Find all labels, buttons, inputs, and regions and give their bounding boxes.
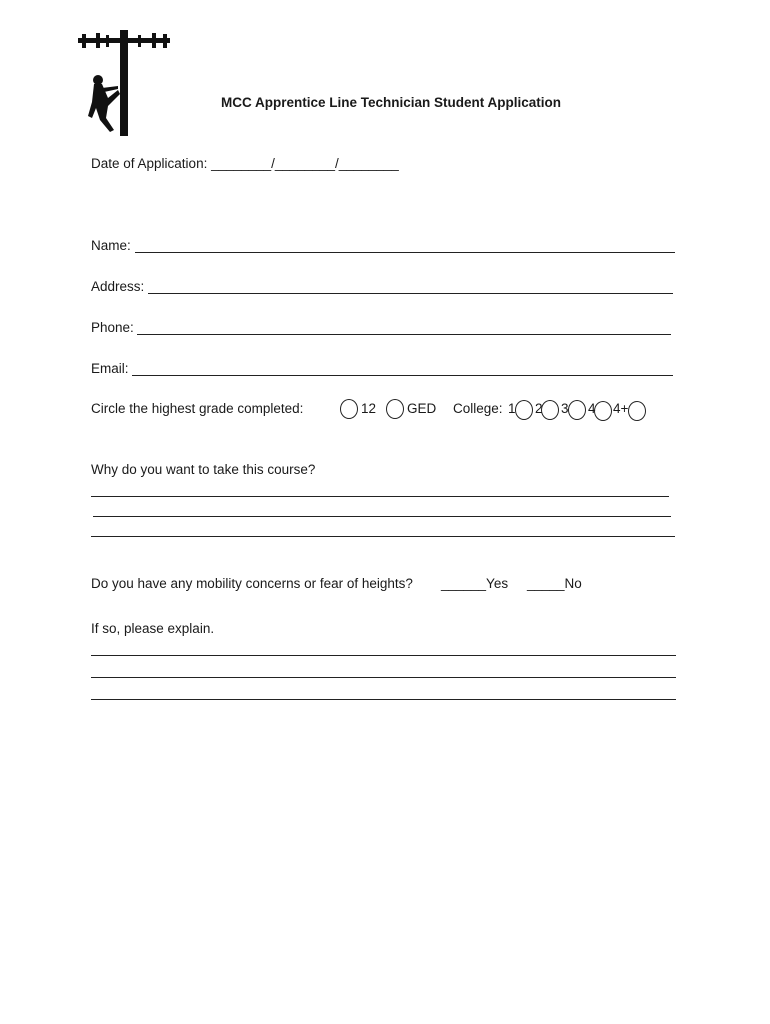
explain-line-3[interactable] [91,699,676,700]
name-field[interactable] [135,252,675,253]
why-answer-line-1[interactable] [91,496,669,497]
explain-line-1[interactable] [91,655,676,656]
date-of-application[interactable]: Date of Application: ________/________/________ [91,156,399,171]
phone-label: Phone: [91,320,134,335]
name-label: Name: [91,238,131,253]
grade-12-circle[interactable] [340,399,358,419]
mobility-question: Do you have any mobility concerns or fear of heights? [91,576,413,591]
grade-12-label: 12 [361,401,377,416]
mobility-no-option[interactable]: _____No [527,576,582,591]
address-field[interactable] [148,293,673,294]
college-option-2-label: 2 [535,401,543,416]
college-option-4plus-circle[interactable] [628,401,646,421]
college-option-4-circle[interactable] [594,401,612,421]
address-label: Address: [91,279,145,294]
phone-field[interactable] [137,334,671,335]
why-answer-line-3[interactable] [91,536,675,537]
college-option-4-label: 4 [588,401,596,416]
why-question: Why do you want to take this course? [91,462,316,477]
grade-ged-circle[interactable] [386,399,404,419]
lineman-on-utility-pole-icon [76,28,172,138]
college-option-4plus-label: 4+ [613,401,629,416]
college-option-3-circle[interactable] [568,400,586,420]
why-answer-line-2[interactable] [93,516,671,517]
explain-prompt: If so, please explain. [91,621,215,636]
grade-ged-label: GED [407,401,437,416]
grade-prompt: Circle the highest grade completed: [91,401,304,416]
college-option-1-label: 1 [508,401,516,416]
college-label: College: [453,401,503,416]
explain-line-2[interactable] [91,677,676,678]
college-option-1-circle[interactable] [515,400,533,420]
page-title: MCC Apprentice Line Technician Student Application [221,95,562,110]
mobility-yes-option[interactable]: ______Yes [441,576,509,591]
college-option-3-label: 3 [561,401,569,416]
college-option-2-circle[interactable] [541,400,559,420]
email-label: Email: [91,361,129,376]
email-field[interactable] [132,375,673,376]
